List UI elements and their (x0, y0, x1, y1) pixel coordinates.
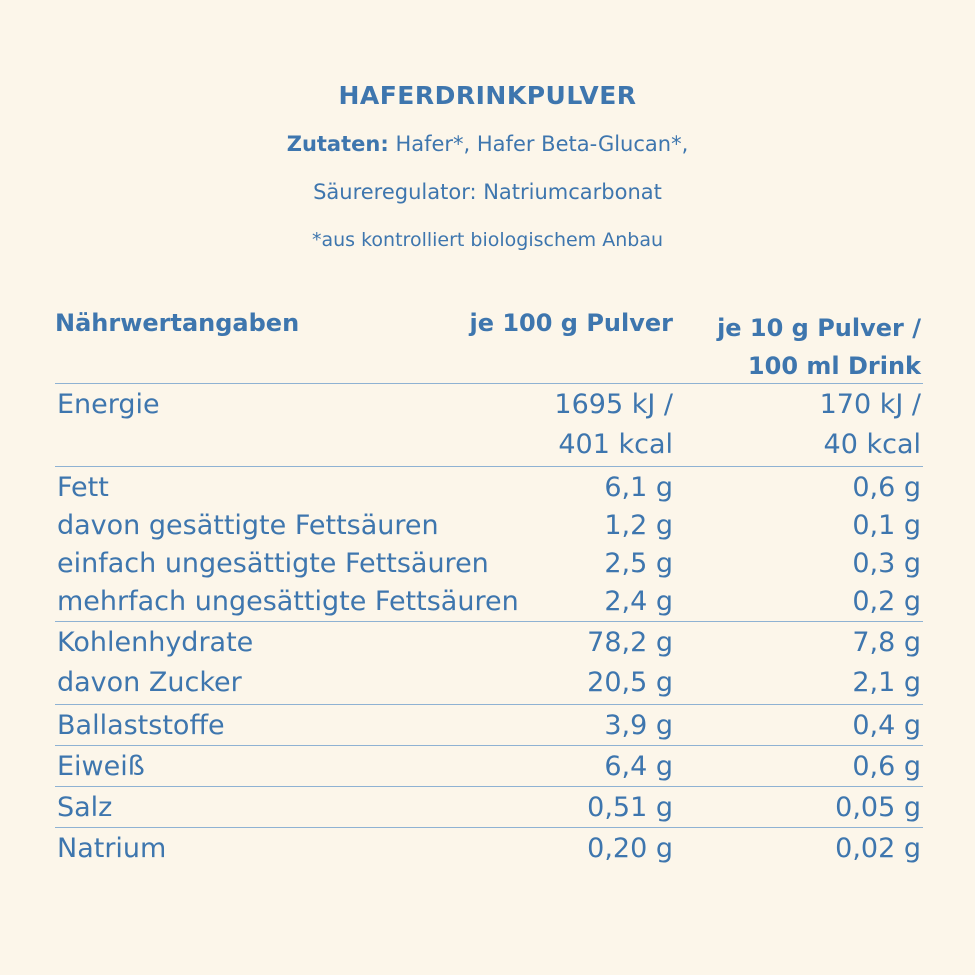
row-value-per-10g: 2,1 g (852, 667, 921, 698)
row-value-per-100g: 3,9 g (604, 710, 673, 741)
table-row (55, 789, 923, 827)
header-per-10g (717, 309, 921, 385)
row-value-per-100g: 0,51 g (587, 792, 673, 823)
row-label: Kohlenhydrate (57, 627, 254, 658)
row-value-per-100g: 401 kcal (558, 429, 673, 460)
fat-group (55, 466, 923, 621)
table-row (55, 583, 923, 621)
fiber-group (55, 704, 923, 745)
row-value-per-10g: 0,6 g (852, 472, 921, 503)
row-value-per-10g: 7,8 g (852, 627, 921, 658)
row-value-per-10g: 170 kJ / (819, 389, 921, 420)
row-label: Energie (57, 389, 160, 420)
sodium-group (55, 827, 923, 868)
row-label: Natrium (57, 833, 167, 864)
row-label: Eiweiß (57, 751, 145, 782)
row-value-per-100g: 2,4 g (604, 586, 673, 617)
row-value-per-100g: 6,1 g (604, 472, 673, 503)
row-value-per-100g: 20,5 g (587, 667, 673, 698)
table-row (55, 664, 923, 704)
ingredients-header (0, 78, 975, 270)
row-value-per-10g: 0,4 g (852, 710, 921, 741)
table-header (55, 305, 923, 383)
ingredients-text-1: Hafer*, Hafer Beta-Glucan*, (395, 132, 689, 156)
row-value-per-10g: 40 kcal (823, 429, 921, 460)
row-label: davon Zucker (57, 667, 242, 698)
row-label: Salz (57, 792, 113, 823)
ingredients-line-1 (0, 126, 975, 162)
organic-footnote: *aus kontrolliert biologischem Anbau (311, 229, 664, 251)
row-value-per-10g: 0,3 g (852, 548, 921, 579)
table-row (55, 545, 923, 583)
row-value-per-100g: 2,5 g (604, 548, 673, 579)
nutrition-table (55, 305, 923, 868)
table-row (55, 830, 923, 868)
row-value-per-100g: 0,20 g (587, 833, 673, 864)
protein-group (55, 745, 923, 786)
table-row (55, 426, 923, 466)
row-value-per-10g: 0,2 g (852, 586, 921, 617)
row-value-per-100g: 6,4 g (604, 751, 673, 782)
row-label: Fett (57, 472, 109, 503)
header-per-100g: je 100 g Pulver (469, 309, 673, 337)
row-label: davon gesättigte Fettsäuren (57, 510, 439, 541)
row-value-per-100g: 78,2 g (587, 627, 673, 658)
ingredients-label: Zutaten: (286, 132, 389, 156)
carbohydrate-group (55, 621, 923, 704)
table-row (55, 469, 923, 507)
row-value-per-10g: 0,05 g (835, 792, 921, 823)
ingredients-line-2: Säureregulator: Natriumcarbonat (313, 180, 662, 204)
row-value-per-10g: 0,6 g (852, 751, 921, 782)
row-label: mehrfach ungesättigte Fettsäuren (57, 586, 519, 617)
salt-group (55, 786, 923, 827)
header-per-10g-line-1: je 10 g Pulver / (717, 314, 921, 342)
table-row (55, 386, 923, 426)
table-row (55, 748, 923, 786)
header-nutrients: Nährwertangaben (55, 309, 300, 337)
table-row (55, 707, 923, 745)
product-title: HAFERDRINKPULVER (338, 81, 637, 110)
row-value-per-100g: 1695 kJ / (554, 389, 673, 420)
energy-group (55, 383, 923, 466)
table-row (55, 624, 923, 664)
row-label: Ballaststoffe (57, 710, 225, 741)
row-value-per-100g: 1,2 g (604, 510, 673, 541)
table-row (55, 507, 923, 545)
row-value-per-10g: 0,02 g (835, 833, 921, 864)
header-per-10g-line-2: 100 ml Drink (747, 352, 921, 380)
row-label: einfach ungesättigte Fettsäuren (57, 548, 489, 579)
row-value-per-10g: 0,1 g (852, 510, 921, 541)
